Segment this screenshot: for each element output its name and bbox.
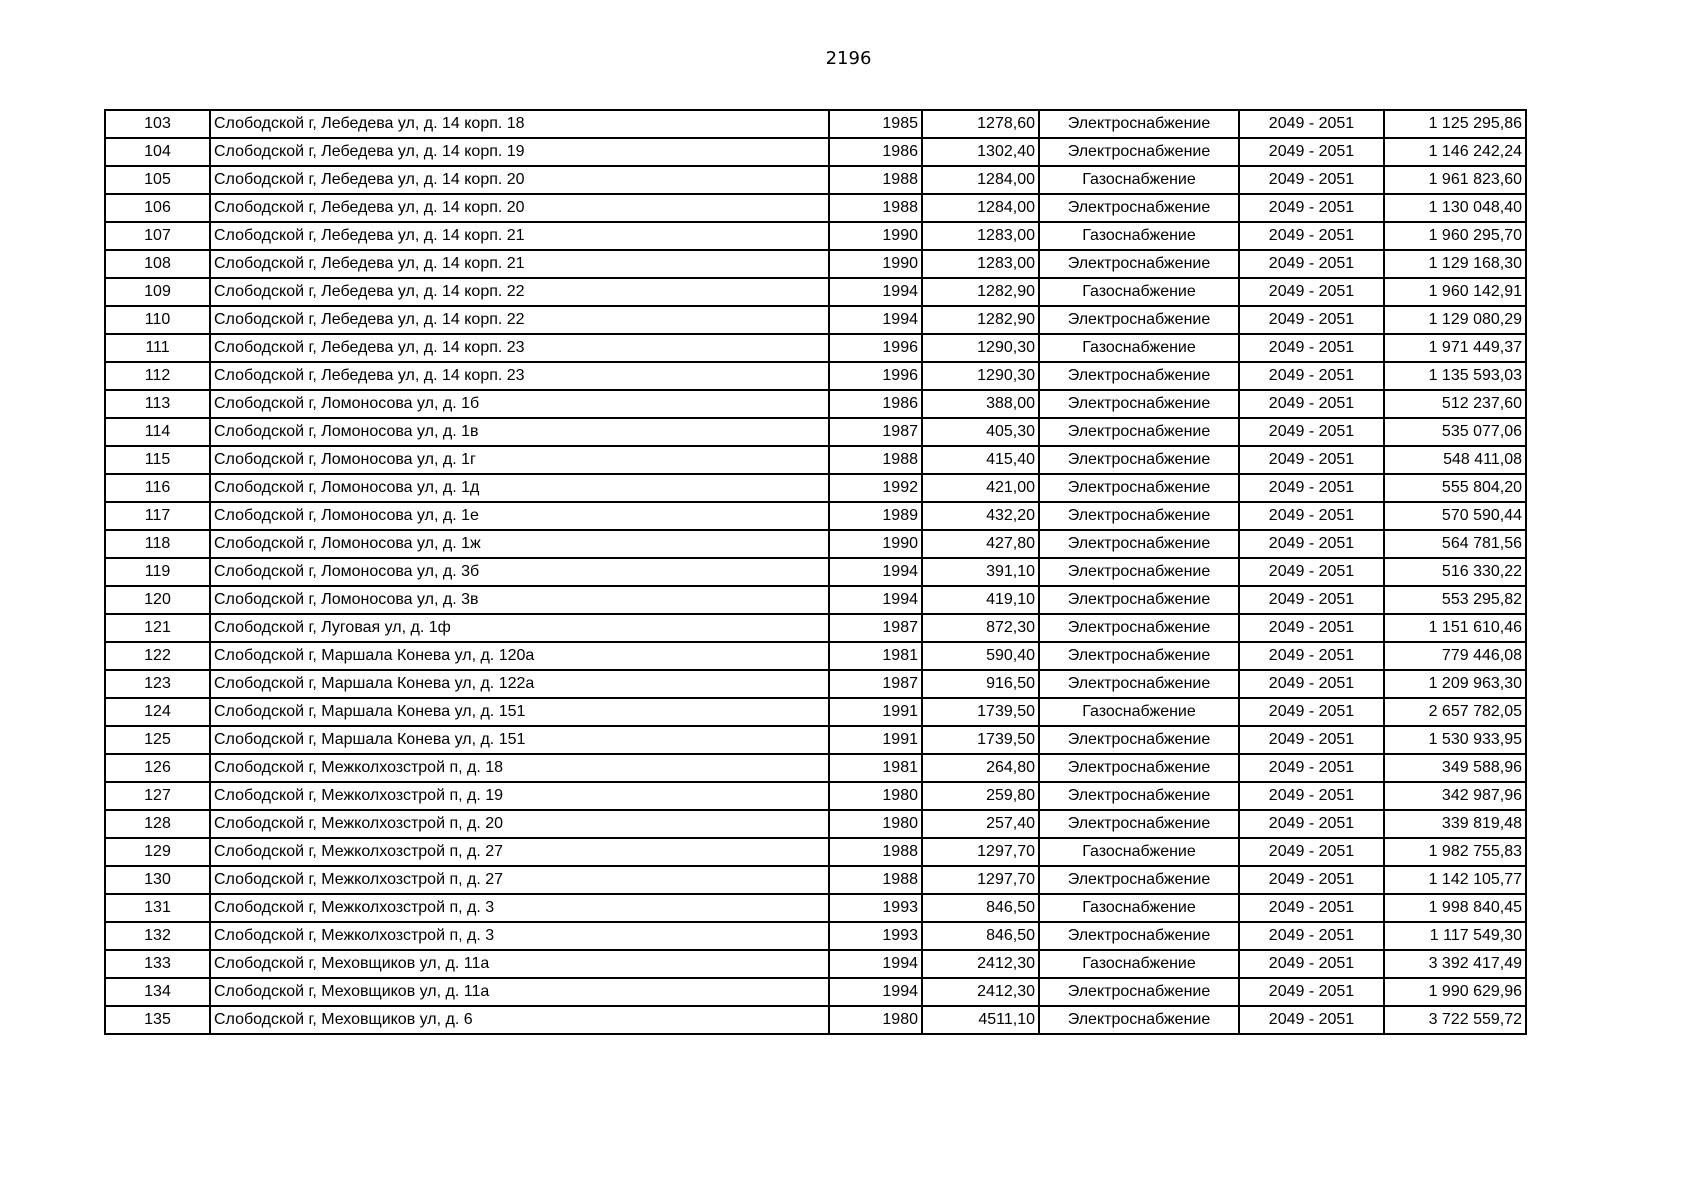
address-cell: Слободской г, Лебедева ул, д. 14 корп. 21 bbox=[210, 222, 829, 250]
build-year-cell: 1994 bbox=[829, 978, 922, 1006]
row-number-cell: 116 bbox=[105, 474, 210, 502]
repair-period-cell: 2049 - 2051 bbox=[1239, 194, 1384, 222]
address-cell: Слободской г, Маршала Конева ул, д. 120а bbox=[210, 642, 829, 670]
service-type-cell: Электроснабжение bbox=[1039, 642, 1239, 670]
row-number-cell: 120 bbox=[105, 586, 210, 614]
cost-cell: 1 209 963,30 bbox=[1384, 670, 1526, 698]
row-number-cell: 104 bbox=[105, 138, 210, 166]
table-row bbox=[105, 642, 1526, 670]
row-number-cell: 134 bbox=[105, 978, 210, 1006]
address-cell: Слободской г, Маршала Конева ул, д. 151 bbox=[210, 698, 829, 726]
repair-period-cell: 2049 - 2051 bbox=[1239, 418, 1384, 446]
repair-period-cell: 2049 - 2051 bbox=[1239, 950, 1384, 978]
cost-cell: 570 590,44 bbox=[1384, 502, 1526, 530]
table-row bbox=[105, 838, 1526, 866]
table-row bbox=[105, 390, 1526, 418]
build-year-cell: 1993 bbox=[829, 922, 922, 950]
service-type-cell: Электроснабжение bbox=[1039, 726, 1239, 754]
table-row bbox=[105, 950, 1526, 978]
build-year-cell: 1981 bbox=[829, 642, 922, 670]
area-cell: 391,10 bbox=[922, 558, 1039, 586]
row-number-cell: 109 bbox=[105, 278, 210, 306]
area-cell: 1290,30 bbox=[922, 362, 1039, 390]
cost-cell: 779 446,08 bbox=[1384, 642, 1526, 670]
build-year-cell: 1990 bbox=[829, 530, 922, 558]
repair-period-cell: 2049 - 2051 bbox=[1239, 530, 1384, 558]
service-type-cell: Электроснабжение bbox=[1039, 306, 1239, 334]
build-year-cell: 1980 bbox=[829, 782, 922, 810]
cost-cell: 516 330,22 bbox=[1384, 558, 1526, 586]
repair-period-cell: 2049 - 2051 bbox=[1239, 754, 1384, 782]
address-cell: Слободской г, Ломоносова ул, д. 1б bbox=[210, 390, 829, 418]
address-cell: Слободской г, Лебедева ул, д. 14 корп. 23 bbox=[210, 334, 829, 362]
area-cell: 405,30 bbox=[922, 418, 1039, 446]
row-number-cell: 124 bbox=[105, 698, 210, 726]
build-year-cell: 1996 bbox=[829, 334, 922, 362]
repair-period-cell: 2049 - 2051 bbox=[1239, 586, 1384, 614]
service-type-cell: Газоснабжение bbox=[1039, 278, 1239, 306]
cost-cell: 1 117 549,30 bbox=[1384, 922, 1526, 950]
area-cell: 1284,00 bbox=[922, 194, 1039, 222]
table-row bbox=[105, 474, 1526, 502]
build-year-cell: 1994 bbox=[829, 586, 922, 614]
build-year-cell: 1987 bbox=[829, 670, 922, 698]
service-type-cell: Газоснабжение bbox=[1039, 894, 1239, 922]
table-row bbox=[105, 1006, 1526, 1034]
repair-period-cell: 2049 - 2051 bbox=[1239, 166, 1384, 194]
repair-period-cell: 2049 - 2051 bbox=[1239, 1006, 1384, 1034]
address-cell: Слободской г, Лебедева ул, д. 14 корп. 22 bbox=[210, 278, 829, 306]
build-year-cell: 1988 bbox=[829, 194, 922, 222]
table-row bbox=[105, 334, 1526, 362]
address-cell: Слободской г, Лебедева ул, д. 14 корп. 19 bbox=[210, 138, 829, 166]
cost-cell: 548 411,08 bbox=[1384, 446, 1526, 474]
build-year-cell: 1985 bbox=[829, 110, 922, 138]
row-number-cell: 125 bbox=[105, 726, 210, 754]
cost-cell: 1 129 080,29 bbox=[1384, 306, 1526, 334]
row-number-cell: 119 bbox=[105, 558, 210, 586]
service-type-cell: Электроснабжение bbox=[1039, 418, 1239, 446]
table-row bbox=[105, 418, 1526, 446]
area-cell: 259,80 bbox=[922, 782, 1039, 810]
repair-period-cell: 2049 - 2051 bbox=[1239, 502, 1384, 530]
area-cell: 1284,00 bbox=[922, 166, 1039, 194]
cost-cell: 1 960 295,70 bbox=[1384, 222, 1526, 250]
address-cell: Слободской г, Меховщиков ул, д. 11а bbox=[210, 950, 829, 978]
service-type-cell: Электроснабжение bbox=[1039, 502, 1239, 530]
table-row bbox=[105, 166, 1526, 194]
build-year-cell: 1989 bbox=[829, 502, 922, 530]
address-cell: Слободской г, Лебедева ул, д. 14 корп. 23 bbox=[210, 362, 829, 390]
table-row bbox=[105, 894, 1526, 922]
service-type-cell: Электроснабжение bbox=[1039, 922, 1239, 950]
table-row bbox=[105, 614, 1526, 642]
repair-period-cell: 2049 - 2051 bbox=[1239, 222, 1384, 250]
address-cell: Слободской г, Межколхозстрой п, д. 27 bbox=[210, 866, 829, 894]
service-type-cell: Электроснабжение bbox=[1039, 250, 1239, 278]
address-cell: Слободской г, Маршала Конева ул, д. 122а bbox=[210, 670, 829, 698]
row-number-cell: 133 bbox=[105, 950, 210, 978]
address-cell: Слободской г, Лебедева ул, д. 14 корп. 22 bbox=[210, 306, 829, 334]
row-number-cell: 123 bbox=[105, 670, 210, 698]
table-row bbox=[105, 446, 1526, 474]
repair-period-cell: 2049 - 2051 bbox=[1239, 334, 1384, 362]
area-cell: 846,50 bbox=[922, 922, 1039, 950]
table-row bbox=[105, 726, 1526, 754]
build-year-cell: 1992 bbox=[829, 474, 922, 502]
area-cell: 1290,30 bbox=[922, 334, 1039, 362]
row-number-cell: 117 bbox=[105, 502, 210, 530]
table-row bbox=[105, 810, 1526, 838]
area-cell: 1739,50 bbox=[922, 698, 1039, 726]
service-type-cell: Газоснабжение bbox=[1039, 166, 1239, 194]
area-cell: 1282,90 bbox=[922, 278, 1039, 306]
cost-cell: 349 588,96 bbox=[1384, 754, 1526, 782]
table-row bbox=[105, 782, 1526, 810]
build-year-cell: 1986 bbox=[829, 138, 922, 166]
table-row bbox=[105, 698, 1526, 726]
area-cell: 1282,90 bbox=[922, 306, 1039, 334]
build-year-cell: 1993 bbox=[829, 894, 922, 922]
repair-period-cell: 2049 - 2051 bbox=[1239, 558, 1384, 586]
row-number-cell: 130 bbox=[105, 866, 210, 894]
service-type-cell: Электроснабжение bbox=[1039, 390, 1239, 418]
table-row bbox=[105, 978, 1526, 1006]
service-type-cell: Электроснабжение bbox=[1039, 866, 1239, 894]
build-year-cell: 1987 bbox=[829, 614, 922, 642]
row-number-cell: 108 bbox=[105, 250, 210, 278]
area-cell: 872,30 bbox=[922, 614, 1039, 642]
row-number-cell: 111 bbox=[105, 334, 210, 362]
service-type-cell: Электроснабжение bbox=[1039, 194, 1239, 222]
row-number-cell: 127 bbox=[105, 782, 210, 810]
service-type-cell: Газоснабжение bbox=[1039, 334, 1239, 362]
area-cell: 590,40 bbox=[922, 642, 1039, 670]
repair-period-cell: 2049 - 2051 bbox=[1239, 250, 1384, 278]
table-row bbox=[105, 670, 1526, 698]
cost-cell: 553 295,82 bbox=[1384, 586, 1526, 614]
build-year-cell: 1994 bbox=[829, 558, 922, 586]
repair-period-cell: 2049 - 2051 bbox=[1239, 642, 1384, 670]
cost-cell: 1 151 610,46 bbox=[1384, 614, 1526, 642]
row-number-cell: 107 bbox=[105, 222, 210, 250]
repair-period-cell: 2049 - 2051 bbox=[1239, 474, 1384, 502]
area-cell: 2412,30 bbox=[922, 950, 1039, 978]
cost-cell: 2 657 782,05 bbox=[1384, 698, 1526, 726]
cost-cell: 1 990 629,96 bbox=[1384, 978, 1526, 1006]
cost-cell: 1 125 295,86 bbox=[1384, 110, 1526, 138]
table-row bbox=[105, 502, 1526, 530]
build-year-cell: 1994 bbox=[829, 950, 922, 978]
repair-period-cell: 2049 - 2051 bbox=[1239, 306, 1384, 334]
area-cell: 1297,70 bbox=[922, 866, 1039, 894]
address-cell: Слободской г, Межколхозстрой п, д. 3 bbox=[210, 922, 829, 950]
repair-period-cell: 2049 - 2051 bbox=[1239, 278, 1384, 306]
build-year-cell: 1990 bbox=[829, 222, 922, 250]
cost-cell: 339 819,48 bbox=[1384, 810, 1526, 838]
table-row bbox=[105, 194, 1526, 222]
table-row bbox=[105, 922, 1526, 950]
address-cell: Слободской г, Меховщиков ул, д. 6 bbox=[210, 1006, 829, 1034]
service-type-cell: Электроснабжение bbox=[1039, 1006, 1239, 1034]
build-year-cell: 1988 bbox=[829, 446, 922, 474]
address-cell: Слободской г, Лебедева ул, д. 14 корп. 20 bbox=[210, 194, 829, 222]
area-cell: 846,50 bbox=[922, 894, 1039, 922]
address-cell: Слободской г, Маршала Конева ул, д. 151 bbox=[210, 726, 829, 754]
repair-period-cell: 2049 - 2051 bbox=[1239, 110, 1384, 138]
cost-cell: 564 781,56 bbox=[1384, 530, 1526, 558]
service-type-cell: Электроснабжение bbox=[1039, 110, 1239, 138]
cost-cell: 555 804,20 bbox=[1384, 474, 1526, 502]
row-number-cell: 118 bbox=[105, 530, 210, 558]
address-cell: Слободской г, Ломоносова ул, д. 1в bbox=[210, 418, 829, 446]
area-cell: 415,40 bbox=[922, 446, 1039, 474]
service-type-cell: Электроснабжение bbox=[1039, 586, 1239, 614]
cost-cell: 1 998 840,45 bbox=[1384, 894, 1526, 922]
table-row bbox=[105, 530, 1526, 558]
cost-cell: 1 129 168,30 bbox=[1384, 250, 1526, 278]
address-cell: Слободской г, Межколхозстрой п, д. 19 bbox=[210, 782, 829, 810]
service-type-cell: Электроснабжение bbox=[1039, 446, 1239, 474]
row-number-cell: 105 bbox=[105, 166, 210, 194]
area-cell: 1278,60 bbox=[922, 110, 1039, 138]
row-number-cell: 132 bbox=[105, 922, 210, 950]
service-type-cell: Электроснабжение bbox=[1039, 530, 1239, 558]
address-cell: Слободской г, Межколхозстрой п, д. 18 bbox=[210, 754, 829, 782]
cost-cell: 1 130 048,40 bbox=[1384, 194, 1526, 222]
service-type-cell: Электроснабжение bbox=[1039, 670, 1239, 698]
repair-period-cell: 2049 - 2051 bbox=[1239, 726, 1384, 754]
service-type-cell: Электроснабжение bbox=[1039, 362, 1239, 390]
table-row bbox=[105, 138, 1526, 166]
area-cell: 427,80 bbox=[922, 530, 1039, 558]
cost-cell: 1 146 242,24 bbox=[1384, 138, 1526, 166]
service-type-cell: Газоснабжение bbox=[1039, 950, 1239, 978]
area-cell: 419,10 bbox=[922, 586, 1039, 614]
address-cell: Слободской г, Межколхозстрой п, д. 3 bbox=[210, 894, 829, 922]
row-number-cell: 126 bbox=[105, 754, 210, 782]
build-year-cell: 1987 bbox=[829, 418, 922, 446]
repair-period-cell: 2049 - 2051 bbox=[1239, 446, 1384, 474]
address-cell: Слободской г, Ломоносова ул, д. 1д bbox=[210, 474, 829, 502]
area-cell: 421,00 bbox=[922, 474, 1039, 502]
build-year-cell: 1990 bbox=[829, 250, 922, 278]
row-number-cell: 135 bbox=[105, 1006, 210, 1034]
table-row bbox=[105, 866, 1526, 894]
table-body bbox=[105, 110, 1526, 1034]
cost-cell: 342 987,96 bbox=[1384, 782, 1526, 810]
service-type-cell: Электроснабжение bbox=[1039, 614, 1239, 642]
build-year-cell: 1988 bbox=[829, 866, 922, 894]
row-number-cell: 129 bbox=[105, 838, 210, 866]
cost-cell: 1 142 105,77 bbox=[1384, 866, 1526, 894]
cost-cell: 1 961 823,60 bbox=[1384, 166, 1526, 194]
cost-cell: 1 530 933,95 bbox=[1384, 726, 1526, 754]
row-number-cell: 106 bbox=[105, 194, 210, 222]
repair-period-cell: 2049 - 2051 bbox=[1239, 978, 1384, 1006]
area-cell: 264,80 bbox=[922, 754, 1039, 782]
repair-period-cell: 2049 - 2051 bbox=[1239, 894, 1384, 922]
cost-cell: 3 722 559,72 bbox=[1384, 1006, 1526, 1034]
cost-cell: 512 237,60 bbox=[1384, 390, 1526, 418]
area-cell: 1302,40 bbox=[922, 138, 1039, 166]
repair-period-cell: 2049 - 2051 bbox=[1239, 670, 1384, 698]
repair-period-cell: 2049 - 2051 bbox=[1239, 614, 1384, 642]
address-cell: Слободской г, Ломоносова ул, д. 1г bbox=[210, 446, 829, 474]
build-year-cell: 1994 bbox=[829, 278, 922, 306]
row-number-cell: 122 bbox=[105, 642, 210, 670]
area-cell: 1283,00 bbox=[922, 250, 1039, 278]
repair-period-cell: 2049 - 2051 bbox=[1239, 782, 1384, 810]
address-cell: Слободской г, Ломоносова ул, д. 1ж bbox=[210, 530, 829, 558]
address-cell: Слободской г, Лебедева ул, д. 14 корп. 20 bbox=[210, 166, 829, 194]
table-row bbox=[105, 278, 1526, 306]
area-cell: 432,20 bbox=[922, 502, 1039, 530]
row-number-cell: 131 bbox=[105, 894, 210, 922]
build-year-cell: 1991 bbox=[829, 698, 922, 726]
service-type-cell: Электроснабжение bbox=[1039, 754, 1239, 782]
build-year-cell: 1994 bbox=[829, 306, 922, 334]
cost-cell: 3 392 417,49 bbox=[1384, 950, 1526, 978]
area-cell: 4511,10 bbox=[922, 1006, 1039, 1034]
service-type-cell: Газоснабжение bbox=[1039, 698, 1239, 726]
service-type-cell: Газоснабжение bbox=[1039, 838, 1239, 866]
table-row bbox=[105, 586, 1526, 614]
build-year-cell: 1981 bbox=[829, 754, 922, 782]
row-number-cell: 121 bbox=[105, 614, 210, 642]
cost-cell: 1 971 449,37 bbox=[1384, 334, 1526, 362]
build-year-cell: 1980 bbox=[829, 1006, 922, 1034]
area-cell: 1283,00 bbox=[922, 222, 1039, 250]
repair-period-cell: 2049 - 2051 bbox=[1239, 866, 1384, 894]
address-cell: Слободской г, Межколхозстрой п, д. 27 bbox=[210, 838, 829, 866]
address-cell: Слободской г, Лебедева ул, д. 14 корп. 18 bbox=[210, 110, 829, 138]
repair-period-cell: 2049 - 2051 bbox=[1239, 362, 1384, 390]
row-number-cell: 115 bbox=[105, 446, 210, 474]
address-cell: Слободской г, Межколхозстрой п, д. 20 bbox=[210, 810, 829, 838]
table-row bbox=[105, 222, 1526, 250]
build-year-cell: 1986 bbox=[829, 390, 922, 418]
service-type-cell: Электроснабжение bbox=[1039, 978, 1239, 1006]
repair-period-cell: 2049 - 2051 bbox=[1239, 698, 1384, 726]
row-number-cell: 128 bbox=[105, 810, 210, 838]
address-cell: Слободской г, Ломоносова ул, д. 3в bbox=[210, 586, 829, 614]
address-cell: Слободской г, Ломоносова ул, д. 3б bbox=[210, 558, 829, 586]
area-cell: 2412,30 bbox=[922, 978, 1039, 1006]
service-type-cell: Электроснабжение bbox=[1039, 782, 1239, 810]
repair-period-cell: 2049 - 2051 bbox=[1239, 390, 1384, 418]
service-type-cell: Газоснабжение bbox=[1039, 222, 1239, 250]
address-cell: Слободской г, Ломоносова ул, д. 1е bbox=[210, 502, 829, 530]
registry-table bbox=[104, 109, 1527, 1035]
cost-cell: 535 077,06 bbox=[1384, 418, 1526, 446]
table-row bbox=[105, 558, 1526, 586]
table-row bbox=[105, 754, 1526, 782]
table-row bbox=[105, 110, 1526, 138]
row-number-cell: 103 bbox=[105, 110, 210, 138]
page-number: 2196 bbox=[825, 48, 872, 69]
row-number-cell: 112 bbox=[105, 362, 210, 390]
repair-period-cell: 2049 - 2051 bbox=[1239, 138, 1384, 166]
area-cell: 916,50 bbox=[922, 670, 1039, 698]
address-cell: Слободской г, Лебедева ул, д. 14 корп. 21 bbox=[210, 250, 829, 278]
repair-period-cell: 2049 - 2051 bbox=[1239, 922, 1384, 950]
address-cell: Слободской г, Меховщиков ул, д. 11а bbox=[210, 978, 829, 1006]
build-year-cell: 1991 bbox=[829, 726, 922, 754]
service-type-cell: Электроснабжение bbox=[1039, 474, 1239, 502]
area-cell: 257,40 bbox=[922, 810, 1039, 838]
build-year-cell: 1988 bbox=[829, 838, 922, 866]
repair-period-cell: 2049 - 2051 bbox=[1239, 838, 1384, 866]
cost-cell: 1 960 142,91 bbox=[1384, 278, 1526, 306]
build-year-cell: 1980 bbox=[829, 810, 922, 838]
table-row bbox=[105, 250, 1526, 278]
cost-cell: 1 982 755,83 bbox=[1384, 838, 1526, 866]
row-number-cell: 113 bbox=[105, 390, 210, 418]
service-type-cell: Электроснабжение bbox=[1039, 810, 1239, 838]
row-number-cell: 114 bbox=[105, 418, 210, 446]
build-year-cell: 1996 bbox=[829, 362, 922, 390]
build-year-cell: 1988 bbox=[829, 166, 922, 194]
address-cell: Слободской г, Луговая ул, д. 1ф bbox=[210, 614, 829, 642]
area-cell: 1739,50 bbox=[922, 726, 1039, 754]
table-row bbox=[105, 306, 1526, 334]
table-row bbox=[105, 362, 1526, 390]
area-cell: 1297,70 bbox=[922, 838, 1039, 866]
service-type-cell: Электроснабжение bbox=[1039, 558, 1239, 586]
repair-period-cell: 2049 - 2051 bbox=[1239, 810, 1384, 838]
cost-cell: 1 135 593,03 bbox=[1384, 362, 1526, 390]
row-number-cell: 110 bbox=[105, 306, 210, 334]
area-cell: 388,00 bbox=[922, 390, 1039, 418]
service-type-cell: Электроснабжение bbox=[1039, 138, 1239, 166]
